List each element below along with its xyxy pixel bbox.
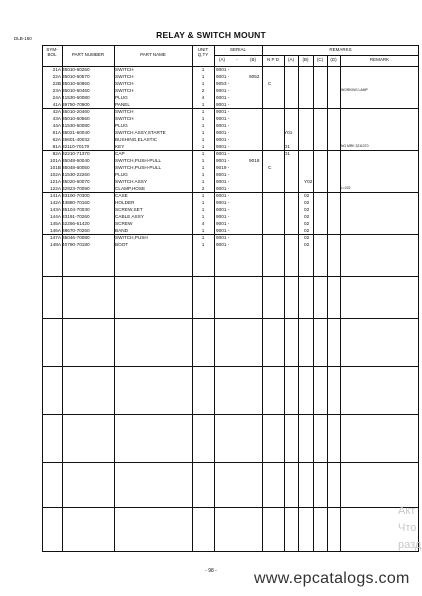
table-row — [42, 192, 419, 199]
cell-serial-a: 9001 - — [216, 116, 230, 121]
cell-part-name: SWITCH — [115, 109, 134, 114]
table-row — [42, 66, 419, 73]
table-row — [42, 115, 419, 122]
cell-qty: 4 — [201, 95, 205, 100]
cell-part-number: 39750-70900 — [62, 102, 90, 107]
table-row — [42, 171, 419, 178]
header-rem-a: (A) — [288, 57, 294, 62]
cell-qty: 1 — [201, 109, 205, 114]
cell-part-name: SWITCH — [115, 88, 134, 93]
cell-part-name: CLAMP,HOSE — [115, 186, 146, 191]
table-row — [42, 80, 419, 87]
cell-part-name: SWITCH,PUSH-PULL — [115, 158, 162, 163]
cell-part-number: 65601-40032 — [62, 137, 90, 142]
cell-part-number: 41530-60080 — [62, 95, 90, 100]
table-row — [42, 136, 419, 143]
cell-qty: 1 — [201, 179, 205, 184]
cell-serial-a: 9001 - — [216, 158, 230, 163]
cell-part-name: SWITCH,PUSH — [115, 235, 148, 240]
table-row — [42, 206, 419, 213]
cell-part-number: 41530-60080 — [62, 123, 90, 128]
table-row — [42, 108, 419, 115]
cell-part-name: SWITCH — [115, 74, 134, 79]
cell-serial-a: 9001 - — [216, 137, 230, 142]
cell-serial-a: 9001 - — [216, 200, 230, 205]
header-serial-a: (A) — [219, 57, 225, 62]
doc-code: DLB-160 — [14, 36, 32, 41]
cell-remark-a: D1 — [284, 144, 290, 149]
cell-symbol: 144A — [50, 214, 61, 219]
cell-remark-b: Y02 — [304, 179, 313, 184]
cell-qty: 1 — [201, 130, 205, 135]
cell-remark: L=202 — [341, 186, 351, 190]
cell-serial-a: 9019 - — [216, 165, 230, 170]
cell-qty: 2 — [201, 88, 205, 93]
cell-part-name: SWITCH — [115, 116, 134, 121]
cell-part-number: 62256-61420 — [62, 221, 90, 226]
table-row — [42, 94, 419, 101]
cell-symbol: 142A — [50, 200, 61, 205]
table-row — [42, 234, 419, 241]
cell-symbol: 61A — [52, 130, 61, 135]
cell-serial-a: 9001 - — [216, 228, 230, 233]
cell-part-number: 35048-60040 — [62, 158, 90, 163]
cell-symbol: 22B — [52, 81, 61, 86]
cell-part-number: 32110-70170 — [62, 144, 90, 149]
table-row — [42, 185, 419, 192]
cell-part-name: SCREW,SET — [115, 207, 143, 212]
cell-qty: 1 — [201, 165, 205, 170]
cell-part-number: 33191-70260 — [62, 214, 90, 219]
cell-symbol: 24A — [52, 95, 61, 100]
table-row — [42, 73, 419, 80]
cell-qty: 1 — [201, 242, 205, 247]
cell-part-number: 35010-60570 — [62, 74, 90, 79]
cell-part-name: PANEL — [115, 102, 131, 107]
cell-symbol: 141A — [50, 193, 61, 198]
cell-symbol: 147A — [50, 235, 61, 240]
cell-qty: 1 — [201, 214, 205, 219]
cell-remark-b: 02 — [304, 207, 310, 212]
cell-part-number: 35010-60260 — [62, 67, 90, 72]
cell-part-name: PLUG — [115, 172, 128, 177]
cell-remark-b: 02 — [304, 235, 310, 240]
cell-remark-a: Y01 — [284, 130, 293, 135]
cell-qty: 1 — [201, 235, 205, 240]
cell-serial-a: 9001 - — [216, 144, 230, 149]
cell-symbol: 121A — [50, 179, 61, 184]
cell-part-name: SWITCH ASSY — [115, 179, 148, 184]
cell-part-name: SCREW — [115, 221, 133, 226]
cell-symbol: 22A — [52, 74, 61, 79]
cell-qty: 1 — [201, 151, 205, 156]
cell-serial-a: 9001 - — [216, 172, 230, 177]
cell-serial-a: 9001 - — [216, 242, 230, 247]
table-row — [42, 101, 419, 108]
table-row — [42, 164, 419, 171]
cell-remark-b: 02 — [304, 200, 310, 205]
cell-part-number: 35010-20460 — [62, 109, 90, 114]
cell-symbol: 23A — [52, 88, 61, 93]
cell-serial-a: 9001 - — [216, 151, 230, 156]
cell-qty: 4 — [201, 221, 205, 226]
cell-symbol: 62A — [52, 137, 61, 142]
cell-qty: 1 — [201, 200, 205, 205]
header-rem-d: (D) — [330, 57, 337, 62]
cell-part-name: HOLDER — [115, 200, 135, 205]
cell-serial-a: 9001 - — [216, 123, 230, 128]
cell-part-name: SWITCH — [115, 81, 134, 86]
cell-part-number: 40790-70180 — [62, 242, 90, 247]
cell-qty: 1 — [201, 74, 205, 79]
cell-symbol: 146A — [50, 228, 61, 233]
page-number: - 98 - — [205, 568, 217, 574]
cell-serial-a: 9001 - — [216, 235, 230, 240]
cell-symbol: 41A — [52, 102, 61, 107]
cell-qty: 1 — [201, 102, 205, 107]
cell-qty: 1 — [201, 81, 205, 86]
cell-part-name: PLUG — [115, 95, 128, 100]
header-serial-b: (B) — [250, 57, 256, 62]
header-serial-dash: - — [236, 57, 238, 62]
cell-part-number: 35020-60070 — [62, 179, 90, 184]
cell-serial-b: 9018 — [249, 158, 260, 163]
cell-part-number: 35104-70030 — [62, 207, 90, 212]
cell-remark: NO MRK 3211070 — [341, 144, 369, 148]
cell-qty: 1 — [201, 207, 205, 212]
cell-symbol: 21A — [52, 67, 61, 72]
cell-qty: 1 — [201, 123, 205, 128]
cell-part-name: BOOT — [115, 242, 129, 247]
cell-serial-a: 9001 - — [216, 207, 230, 212]
cell-serial-a: 9001 - — [216, 95, 230, 100]
cell-qty: 1 — [201, 137, 205, 142]
table-row — [42, 213, 419, 220]
cell-remark-b: 02 — [304, 214, 310, 219]
cell-part-name: BAND — [115, 228, 129, 233]
cell-qty: 1 — [201, 144, 205, 149]
cell-part-name: PLUG — [115, 123, 128, 128]
cell-symbol: 102A — [50, 172, 61, 177]
cell-remark-a: D1 — [284, 151, 290, 156]
parts-table — [42, 45, 422, 552]
cell-symbol: 143A — [50, 207, 61, 212]
ghost-text: Акт — [398, 505, 416, 517]
ghost-text: разд — [398, 539, 422, 551]
cell-part-name: CABLE ASSY — [115, 214, 144, 219]
cell-part-number: 38670-70260 — [62, 228, 90, 233]
cell-symbol: 101B — [50, 165, 61, 170]
cell-npd: C — [268, 81, 272, 86]
cell-qty: 1 — [201, 228, 205, 233]
cell-symbol: 101A — [50, 158, 61, 163]
cell-symbol: 82A — [52, 151, 61, 156]
cell-serial-a: 9001 - — [216, 88, 230, 93]
cell-symbol: 145A — [50, 221, 61, 226]
cell-symbol: 42A — [52, 109, 61, 114]
cell-remark: WORKING LAMP — [341, 88, 368, 92]
cell-serial-a: 9001 - — [216, 214, 230, 219]
cell-symbol: 122A — [50, 186, 61, 191]
cell-part-name: SWITCH ASSY,STARTE — [115, 130, 166, 135]
cell-part-number: 35048-60050 — [62, 165, 90, 170]
header-part-number: PART NUMBER — [71, 52, 105, 57]
cell-qty: 1 — [201, 193, 205, 198]
table-row — [42, 178, 419, 185]
header-serial: SERIAL — [229, 47, 246, 52]
header-remarks: REMARKS — [329, 47, 352, 52]
cell-part-number: 43880-70160 — [62, 200, 90, 205]
cell-remark-b: 02 — [304, 242, 310, 247]
ghost-text: Что — [398, 522, 417, 534]
cell-part-name: SWITCH,PUSH-PULL — [115, 165, 162, 170]
cell-remark-b: 02 — [304, 228, 310, 233]
cell-serial-a: 9001 - — [216, 193, 230, 198]
table-row — [42, 129, 419, 136]
header-qty-text: UNIT Q,TY — [197, 47, 209, 57]
cell-serial-a: 9001 - — [216, 221, 230, 226]
table-row — [42, 122, 419, 129]
cell-part-number: 32210-71370 — [62, 151, 90, 156]
cell-part-name: SWITCH — [115, 67, 134, 72]
table-row — [42, 199, 419, 206]
table-row — [42, 157, 419, 164]
cell-symbol: 43A — [52, 116, 61, 121]
cell-part-name: BUSHING,ELASTIC — [115, 137, 158, 142]
table-row — [42, 87, 419, 94]
cell-serial-a: 9053 - — [216, 81, 230, 86]
cell-part-number: 35010-60460 — [62, 88, 90, 93]
header-sym-text: SYM- BOL — [46, 47, 58, 57]
cell-part-name: KEY — [115, 144, 125, 149]
cell-qty: 1 — [201, 67, 205, 72]
cell-serial-a: 9001 - — [216, 74, 230, 79]
table-row — [42, 220, 419, 227]
cell-part-name: CAP — [115, 151, 125, 156]
cell-symbol: 148A — [50, 242, 61, 247]
table-row — [42, 241, 419, 248]
cell-symbol: 44A — [52, 123, 61, 128]
watermark: www.epcatalogs.com — [254, 570, 410, 587]
table-row — [42, 227, 419, 234]
cell-npd: C — [268, 165, 272, 170]
page-title: RELAY & SWITCH MOUNT — [156, 30, 266, 40]
header-rem-c: (C) — [316, 57, 324, 62]
cell-part-number: 41530-22260 — [62, 172, 90, 177]
cell-serial-a: 9001 - — [216, 102, 230, 107]
cell-part-number: 35046-70080 — [62, 235, 90, 240]
cell-qty: 2 — [201, 186, 205, 191]
cell-serial-a: 9001 - — [216, 186, 230, 191]
cell-part-number: 32923-70090 — [62, 186, 90, 191]
header-rem-b: (B) — [302, 57, 309, 62]
table-row — [42, 143, 419, 150]
cell-remark-b: 02 — [304, 193, 310, 198]
table-row — [42, 150, 419, 157]
cell-part-name: CASE — [115, 193, 128, 198]
cell-qty: 1 — [201, 158, 205, 163]
header-part-name: PART NAME — [140, 52, 166, 57]
cell-part-number: 35010-60560 — [62, 116, 90, 121]
cell-serial-a: 9001 - — [216, 130, 230, 135]
cell-serial-a: 9001 - — [216, 67, 230, 72]
cell-part-number: 35021-60040 — [62, 130, 90, 135]
cell-remark-b: 02 — [304, 221, 310, 226]
cell-serial-a: 9001 - — [216, 179, 230, 184]
cell-part-number: 33100-70300 — [62, 193, 90, 198]
cell-qty: 1 — [201, 116, 205, 121]
cell-serial-a: 9001 - — [216, 109, 230, 114]
cell-qty: 1 — [201, 172, 205, 177]
cell-symbol: 81A — [52, 144, 61, 149]
cell-part-number: 35010-60860 — [62, 81, 90, 86]
cell-serial-b: 9052 — [249, 74, 260, 79]
header-npd: N P D — [267, 57, 279, 62]
header-remark: REMARK — [369, 57, 390, 62]
